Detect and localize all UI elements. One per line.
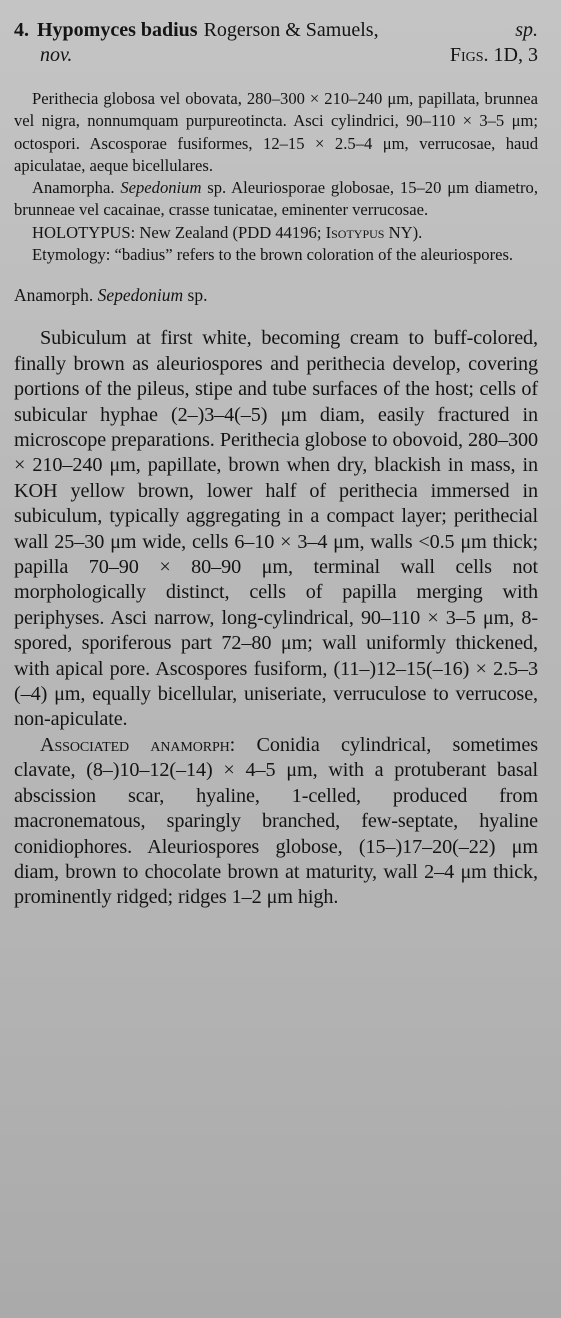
latin-diagnosis <box>14 88 538 266</box>
figure-reference: Figs. 1D, 3 <box>449 44 538 66</box>
species-name: Hypomyces badius <box>37 19 198 41</box>
species-sp: sp. <box>515 19 538 41</box>
species-heading <box>14 18 538 43</box>
anamorph-label: Anamorph. <box>14 285 94 306</box>
anamorph-genus: Sepedonium <box>97 285 184 306</box>
holotype-text: HOLOTYPUS: New Zealand (PDD 44196; <box>32 222 322 242</box>
associated-anamorph-label: Associated anamorph: <box>40 733 236 756</box>
anamorph-heading <box>14 284 538 306</box>
species-number: 4. <box>14 19 29 41</box>
species-nov: nov. <box>40 44 73 66</box>
latin-anamorph-text: sp. Aleuriosporae globosae, 15–20 μm diametro, brunneae vel cacainae, crasse tunicatae, eminenter verrucosae. <box>14 178 538 220</box>
latin-anamorph-genus: Sepedonium <box>120 178 202 198</box>
etymology-paragraph: Etymology: “badius” refers to the brown coloration of the aleuriospores. <box>32 245 514 265</box>
isotype-label: Isotypus <box>325 222 385 242</box>
latin-paragraph-teleomorph: Perithecia globosa vel obovata, 280–300 × 210–240 μm, papillata, brunnea vel nigra, nonnumquam purpureotincta. Asci cylindrici, 90–110 × 3–5 μm; octospori. Ascosporae fusiformes, 12–15 × 2.5–4 μm, verrucosae, haud apiculatae, aeque bicellulares. <box>14 89 538 175</box>
anamorph-rest: sp. <box>187 285 208 306</box>
species-heading-line2 <box>40 43 538 68</box>
species-authors: Rogerson & Samuels, <box>203 19 379 41</box>
document-page <box>14 18 538 911</box>
latin-paragraph-anamorph <box>14 177 538 222</box>
species-description <box>14 326 538 910</box>
holotype-suffix: NY). <box>388 222 423 242</box>
associated-anamorph-text: Conidia cylindrical, sometimes clavate, (8–)10–12(–14) × 4–5 μm, with a protuberant basal abscission scar, hyaline, 1-celled, produced from macronematous, sparingly branched, few-septate, hyaline conidiophores. Aleuriospores globose, (15–)17–20(–22) μm diam, brown to chocolate brown at maturity, wall 2–4 μm thick, prominently ridged; ridges 1–2 μm high. <box>14 733 538 909</box>
holotype-paragraph <box>14 222 538 244</box>
description-paragraph-main: Subiculum at first white, becoming cream to buff-colored, finally brown as aleuriospores and perithecia develop, covering portions of the pileus, stipe and tube surfaces of the host; cells of subicular hyphae (2–)3–4(–5) μm diam, easily fractured in microscope preparations. Perithecia globose to obovoid, 280–300 × 210–240 μm, papillate, brown when dry, blackish in mass, in KOH yellow brown, lower half of perithecia immersed in subiculum, typically aggregating in a compact layer; perithecial wall 25–30 μm wide, cells 6–10 × 3–4 μm, walls <0.5 μm thick; papilla 70–90 × 80–90 μm, terminal wall cells not morphologically distinct, cells of papilla merging with periphyses. Asci narrow, long-cylindrical, 90–110 × 3–5 μm, 8-spored, sporiferous part 72–80 μm; wall uniformly thickened, with apical pore. Ascospores fusiform, (11–)12–15(–16) × 2.5–3 (–4) μm, equally bicellular, uniseriate, verruculose to verrucose, non-apiculate. <box>14 327 538 731</box>
description-paragraph-anamorph <box>14 733 538 911</box>
latin-anamorph-label: Anamorpha. <box>32 178 115 198</box>
